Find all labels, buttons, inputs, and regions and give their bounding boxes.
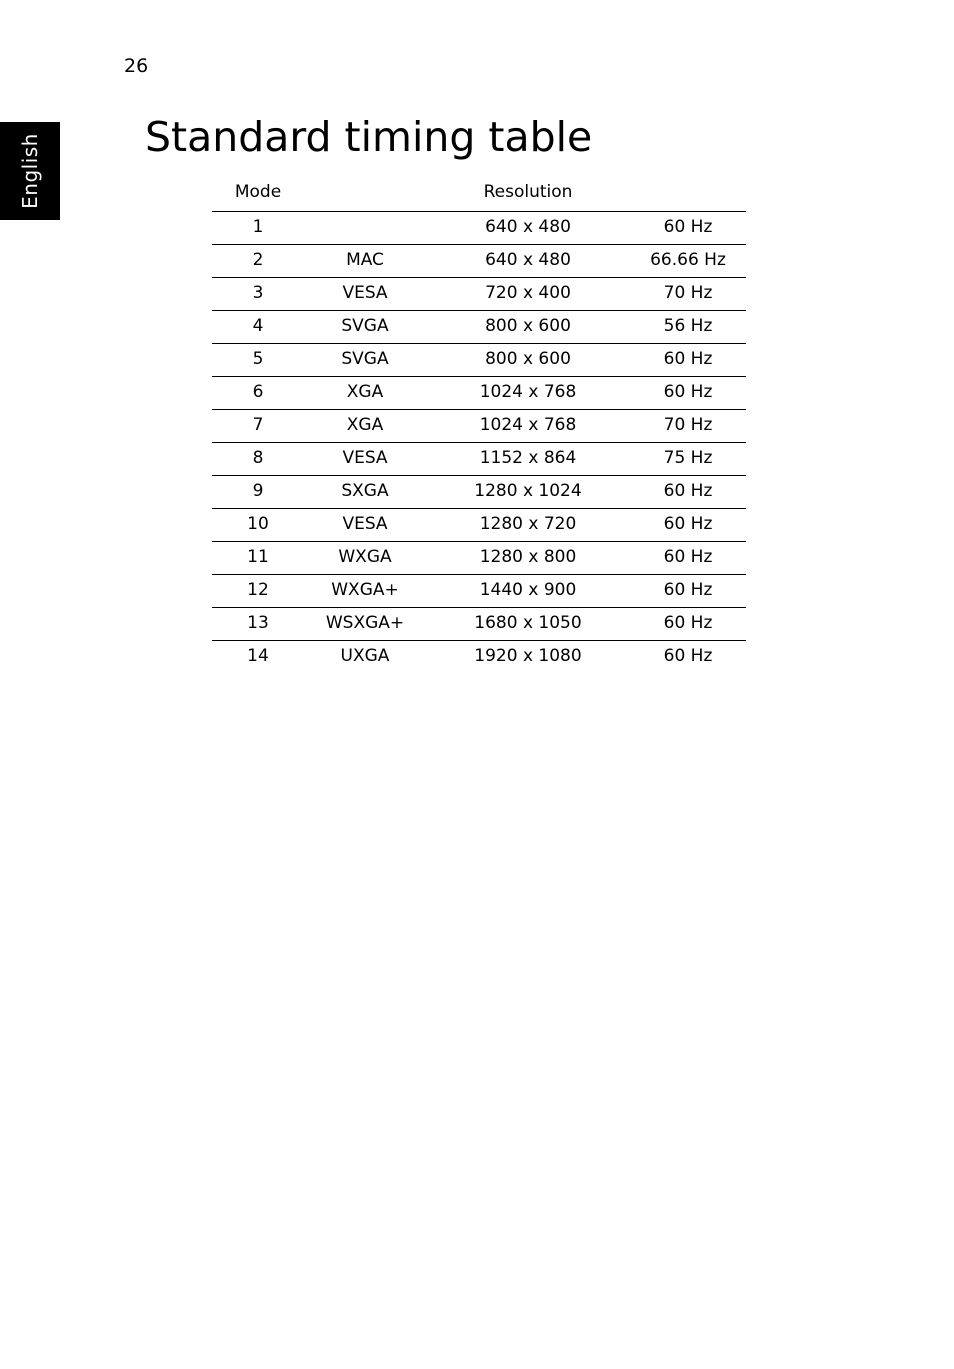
cell-frequency: 60 Hz: [663, 613, 713, 633]
cell-frequency: 70 Hz: [663, 283, 713, 303]
cell-resolution: 640 x 480: [485, 250, 571, 270]
cell-standard: SVGA: [341, 316, 389, 336]
language-tab: [0, 122, 60, 220]
table-row: [212, 212, 746, 245]
cell-mode: 11: [247, 547, 269, 567]
timing-table: [212, 176, 746, 673]
table-row: [212, 443, 746, 476]
cell-frequency: 60 Hz: [663, 514, 713, 534]
cell-mode: 5: [252, 349, 264, 369]
cell-mode: 6: [252, 382, 264, 402]
cell-frequency: 60 Hz: [663, 580, 713, 600]
cell-resolution: 1152 x 864: [479, 448, 577, 468]
cell-frequency: 75 Hz: [663, 448, 713, 468]
cell-mode: 8: [252, 448, 264, 468]
cell-mode: 14: [247, 646, 269, 666]
table-row: [212, 245, 746, 278]
table-row: [212, 476, 746, 509]
header-resolution: Resolution: [483, 182, 573, 202]
cell-standard: VESA: [342, 514, 388, 534]
cell-resolution: 640 x 480: [485, 217, 571, 237]
cell-resolution: 1440 x 900: [479, 580, 577, 600]
cell-mode: 13: [247, 613, 269, 633]
cell-resolution: 800 x 600: [485, 316, 571, 336]
cell-resolution: 1280 x 720: [479, 514, 577, 534]
cell-resolution: 1680 x 1050: [474, 613, 582, 633]
cell-resolution: 1024 x 768: [479, 415, 577, 435]
cell-mode: 3: [252, 283, 264, 303]
cell-standard: WSXGA+: [325, 613, 405, 633]
table-row: [212, 278, 746, 311]
cell-standard: VESA: [342, 283, 388, 303]
cell-frequency: 60 Hz: [663, 646, 713, 666]
cell-frequency: 60 Hz: [663, 547, 713, 567]
cell-frequency: 60 Hz: [663, 481, 713, 501]
cell-resolution: 1280 x 1024: [474, 481, 582, 501]
cell-frequency: 56 Hz: [663, 316, 713, 336]
page-title: Standard timing table: [145, 113, 593, 161]
cell-mode: 9: [252, 481, 264, 501]
cell-resolution: 1024 x 768: [479, 382, 577, 402]
table-row: [212, 509, 746, 542]
table-row: [212, 344, 746, 377]
cell-frequency: 60 Hz: [663, 217, 713, 237]
cell-frequency: 60 Hz: [663, 349, 713, 369]
cell-standard: XGA: [346, 382, 384, 402]
cell-standard: MAC: [346, 250, 384, 270]
cell-resolution: 800 x 600: [485, 349, 571, 369]
cell-resolution: 720 x 400: [485, 283, 571, 303]
cell-frequency: 70 Hz: [663, 415, 713, 435]
cell-resolution: 1920 x 1080: [474, 646, 582, 666]
cell-mode: 1: [252, 217, 264, 237]
header-mode: Mode: [234, 182, 282, 202]
cell-standard: SVGA: [341, 349, 389, 369]
table-row: [212, 311, 746, 344]
cell-standard: SXGA: [341, 481, 389, 501]
cell-frequency: 66.66 Hz: [650, 250, 726, 270]
page-number: 26: [124, 55, 149, 77]
language-tab-label: English: [18, 133, 42, 209]
table-row: [212, 608, 746, 641]
table-row: [212, 377, 746, 410]
cell-standard: UXGA: [340, 646, 390, 666]
cell-standard: VESA: [342, 448, 388, 468]
table-row: [212, 575, 746, 608]
cell-resolution: 1280 x 800: [479, 547, 577, 567]
table-row: [212, 641, 746, 673]
cell-mode: 10: [247, 514, 269, 534]
cell-mode: 7: [252, 415, 264, 435]
cell-standard: WXGA+: [331, 580, 399, 600]
cell-standard: WXGA: [338, 547, 392, 567]
table-row: [212, 542, 746, 575]
cell-mode: 4: [252, 316, 264, 336]
cell-mode: 12: [247, 580, 269, 600]
table-header-row: [212, 176, 746, 212]
table-row: [212, 410, 746, 443]
cell-mode: 2: [252, 250, 264, 270]
cell-standard: XGA: [346, 415, 384, 435]
cell-frequency: 60 Hz: [663, 382, 713, 402]
